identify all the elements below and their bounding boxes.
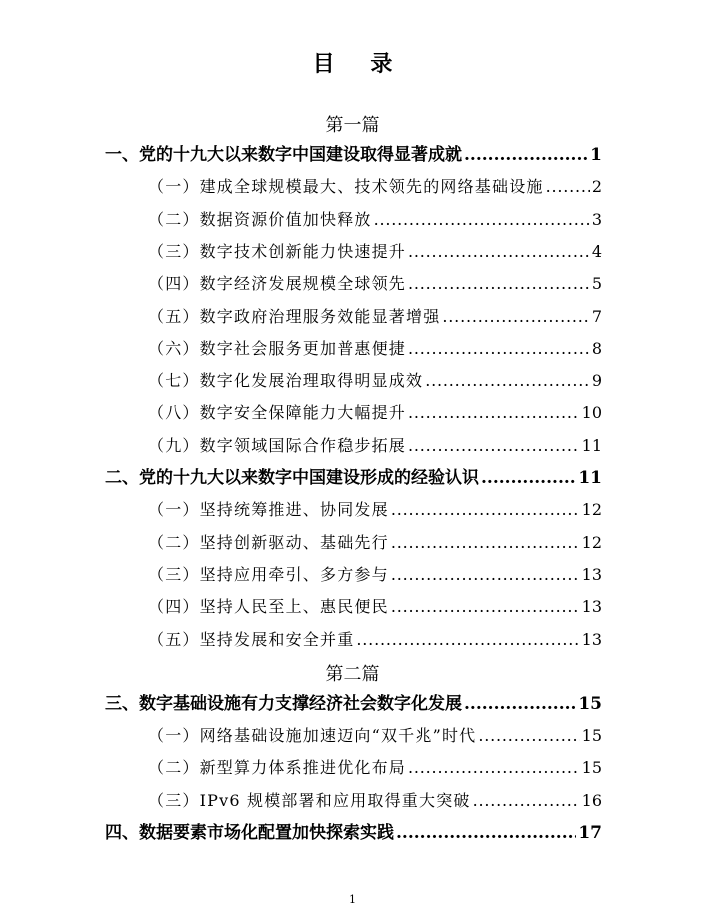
toc-entry[interactable]	[148, 367, 602, 395]
toc-entry[interactable]	[148, 722, 602, 750]
toc-chapter-label: 二、党的十九大以来数字中国建设形成的经验认识	[105, 468, 479, 488]
toc-entry[interactable]	[148, 593, 602, 621]
toc-entry-label: （八）数字安全保障能力大幅提升	[148, 403, 407, 423]
toc-chapter[interactable]	[105, 464, 602, 492]
dot-leader	[478, 722, 579, 750]
toc-entry[interactable]	[148, 529, 602, 557]
dot-leader	[356, 626, 579, 654]
toc-entry-page-number: 13	[581, 629, 602, 649]
toc-chapter-page-number: 17	[578, 823, 602, 843]
toc-entry[interactable]	[148, 496, 602, 524]
page-title: 目 录	[312, 51, 407, 77]
toc-entry[interactable]	[148, 238, 602, 266]
toc-chapter[interactable]	[105, 141, 602, 169]
toc-entry-page-number: 8	[591, 338, 602, 358]
toc-entry-label: （四）数字经济发展规模全球领先	[148, 274, 407, 294]
toc-entry-page-number: 10	[581, 403, 602, 423]
toc-entry-page-number: 13	[581, 597, 602, 617]
toc-entry-label: （四）坚持人民至上、惠民便民	[148, 597, 389, 617]
dot-leader	[425, 367, 590, 395]
toc-entry-label: （二）新型算力体系推进优化布局	[148, 758, 407, 778]
toc-entry[interactable]	[148, 626, 602, 654]
toc-chapter-label: 三、数字基础设施有力支撑经济社会数字化发展	[105, 693, 462, 714]
toc-entry-page-number: 16	[581, 790, 602, 810]
toc-entry-label: （五）数字政府治理服务效能显著增强	[148, 306, 441, 326]
toc-entry-page-number: 11	[581, 435, 602, 455]
toc-chapter[interactable]	[105, 819, 602, 847]
toc-entry-label: （三）坚持应用牵引、多方参与	[148, 564, 389, 584]
dot-leader	[408, 399, 580, 427]
toc-entry[interactable]	[148, 432, 602, 460]
part-heading: 第二篇	[325, 663, 380, 685]
toc-chapter-label: 一、党的十九大以来数字中国建设取得显著成就	[105, 145, 462, 165]
dot-leader	[391, 561, 580, 589]
dot-leader	[391, 496, 580, 524]
dot-leader	[391, 593, 580, 621]
dot-leader	[408, 238, 590, 266]
toc-entry-page-number: 13	[581, 564, 602, 584]
toc-entry-page-number: 3	[591, 209, 602, 229]
toc-entry-page-number: 12	[581, 532, 602, 552]
toc-entry-page-number: 12	[581, 500, 602, 520]
toc-entry[interactable]	[148, 173, 602, 201]
toc-entry-label: （五）坚持发展和安全并重	[148, 629, 355, 649]
toc-entry-label: （二）数据资源价值加快释放	[148, 209, 372, 229]
toc-entry-label: （七）数字化发展治理取得明显成效	[148, 371, 424, 391]
toc-entry[interactable]	[148, 787, 602, 815]
toc-entry[interactable]	[148, 303, 602, 331]
page-number: 1	[349, 893, 356, 906]
toc-entry-page-number: 4	[591, 241, 602, 261]
toc-entry[interactable]	[148, 335, 602, 363]
toc-entry[interactable]	[148, 754, 602, 782]
toc-entry-page-number: 15	[581, 726, 602, 746]
toc-entry-page-number: 2	[591, 177, 602, 197]
toc-entry-label: （二）坚持创新驱动、基础先行	[148, 532, 389, 552]
toc-entry-label: （六）数字社会服务更加普惠便捷	[148, 338, 407, 358]
dot-leader	[464, 690, 576, 718]
dot-leader	[374, 206, 590, 234]
toc-chapter[interactable]	[105, 690, 602, 718]
toc-entry-label: （三）数字技术创新能力快速提升	[148, 241, 407, 261]
dot-leader	[408, 270, 590, 298]
toc-chapter-page-number: 1	[590, 145, 602, 165]
toc-entry-label: （一）网络基础设施加速迈向“双千兆”时代	[148, 726, 477, 746]
dot-leader	[408, 335, 590, 363]
toc-entry[interactable]	[148, 399, 602, 427]
dot-leader	[546, 173, 590, 201]
toc-chapter-page-number: 15	[578, 693, 602, 714]
toc-entry-label: （一）坚持统筹推进、协同发展	[148, 500, 389, 520]
toc-entry[interactable]	[148, 561, 602, 589]
toc-entry-page-number: 9	[591, 371, 602, 391]
toc-entry-page-number: 5	[591, 274, 602, 294]
dot-leader	[408, 754, 580, 782]
dot-leader	[442, 303, 589, 331]
toc-entry-page-number: 15	[581, 758, 602, 778]
toc-chapter-label: 四、数据要素市场化配置加快探索实践	[105, 823, 394, 843]
toc-entry-label: （九）数字领域国际合作稳步拓展	[148, 435, 407, 455]
toc-entry[interactable]	[148, 206, 602, 234]
dot-leader	[481, 464, 576, 492]
dot-leader	[473, 787, 580, 815]
dot-leader	[391, 529, 580, 557]
dot-leader	[464, 141, 588, 169]
toc-entry-label: （三）IPv6 规模部署和应用取得重大突破	[148, 790, 471, 810]
toc-entry-label: （一）建成全球规模最大、技术领先的网络基础设施	[148, 177, 544, 197]
dot-leader	[408, 432, 580, 460]
part-heading: 第一篇	[325, 115, 380, 136]
dot-leader	[396, 819, 576, 847]
toc-entry-page-number: 7	[591, 306, 602, 326]
toc-entry[interactable]	[148, 270, 602, 298]
toc-chapter-page-number: 11	[578, 468, 602, 488]
